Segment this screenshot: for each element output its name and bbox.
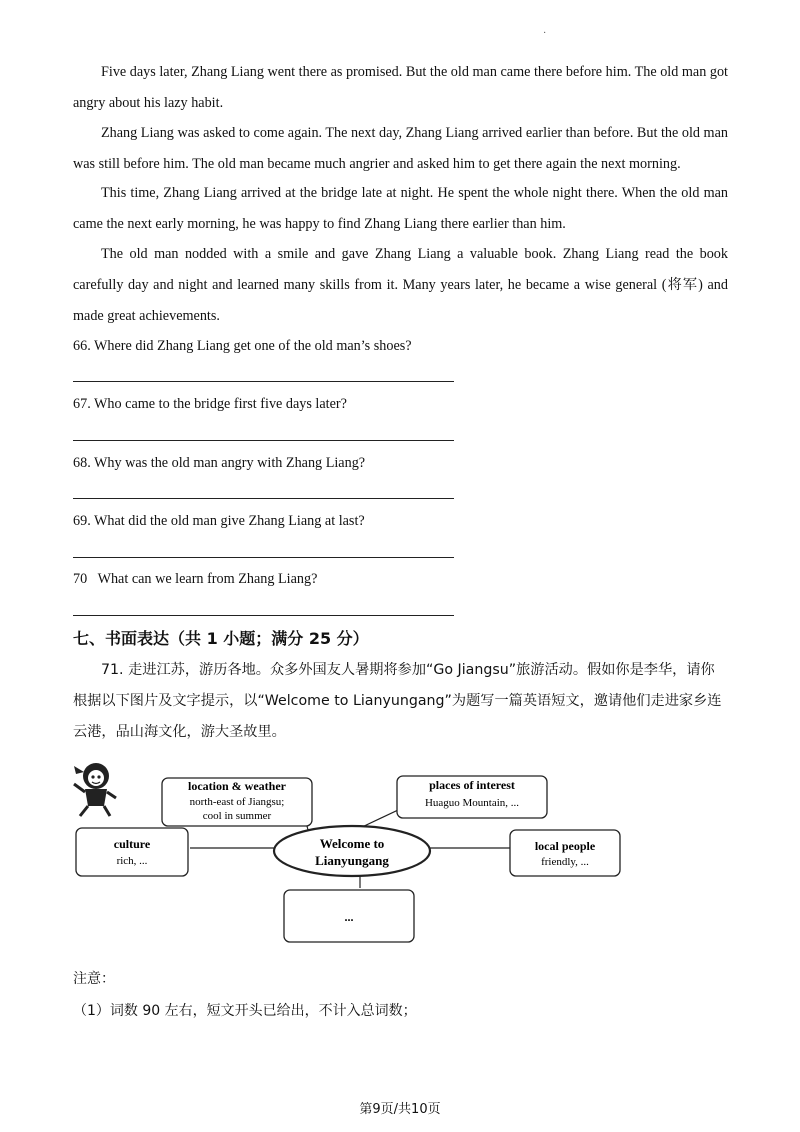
center-topic-line-2: Lianyungang [315, 853, 389, 868]
question-68: 68. Why was the old man angry with Zhang Liang? [73, 455, 366, 471]
places-line: Huaguo Mountain, ... [424, 797, 520, 809]
answer-line-70[interactable] [73, 615, 454, 616]
note-title: 注意： [73, 971, 115, 987]
question-66: 66. Where did Zhang Liang get one of the old man’s shoes? [73, 338, 412, 354]
monkey-king-icon [74, 763, 116, 816]
location-weather-line-2: cool in summer [202, 810, 272, 822]
story-paragraph-3: This time, Zhang Liang arrived at the bridge late at night. He spent the whole night there. When the old man came the next early morning, he was happy to find Zhang Liang there earlier than him. [73, 185, 728, 232]
location-weather-line-1: north-east of Jiangsu; [189, 796, 285, 808]
question-69: 69. What did the old man give Zhang Liang at last? [73, 513, 365, 529]
answer-line-67[interactable] [73, 440, 454, 441]
page-mark: · [543, 28, 547, 39]
answer-line-66[interactable] [73, 381, 454, 382]
note-item-1: （1）词数 90 左右，短文开头已给出，不计入总词数； [73, 1003, 417, 1019]
location-weather-title: location & weather [188, 779, 286, 793]
section-heading: 七、书面表达（共 1 小题；满分 25 分） [73, 629, 369, 648]
story-paragraph-1: Five days later, Zhang Liang went there as promised. But the old man came there before him. The old man got angry about his lazy habit. [73, 64, 728, 111]
local-people-line: friendly, ... [541, 856, 589, 868]
answer-line-69[interactable] [73, 557, 454, 558]
question-70: 70 What can we learn from Zhang Liang? [73, 571, 318, 587]
writing-task: 71. 走进江苏，游历各地。众多外国友人暑期将参加“Go Jiangsu”旅游活动。假如你是李华，请你根据以下图片及文字提示，以“Welcome to Lianyungang”为题写一篇英语短文，邀请他们走进家乡连云港，品山海文化，游大圣故里。 [73, 662, 722, 740]
story-paragraph-2: Zhang Liang was asked to come again. The next day, Zhang Liang arrived earlier than before. But the old man was still before him. The old man became much angrier and asked him to get there again the next morning. [73, 125, 728, 172]
culture-title: culture [113, 837, 151, 851]
local-people-title: local people [534, 839, 596, 853]
culture-line: rich, ... [116, 855, 148, 867]
center-topic-line-1: Welcome to [319, 836, 385, 851]
mind-map-diagram [70, 758, 630, 948]
local-people-box [510, 830, 620, 876]
center-topic-ellipse [274, 826, 430, 876]
page-footer: 第9页/共10页 [359, 1102, 441, 1117]
places-title: places of interest [429, 778, 515, 792]
question-67: 67. Who came to the bridge first five days later? [73, 396, 347, 412]
bottom-box-ellipsis: ... [344, 910, 354, 924]
story-paragraph-4: The old man nodded with a smile and gave Zhang Liang a valuable book. Zhang Liang read the book carefully day and night and learned many skills from it. Many years later, he became a wise general (将军) and made great achievements. [73, 246, 728, 324]
culture-box [76, 828, 188, 876]
answer-line-68[interactable] [73, 498, 454, 499]
